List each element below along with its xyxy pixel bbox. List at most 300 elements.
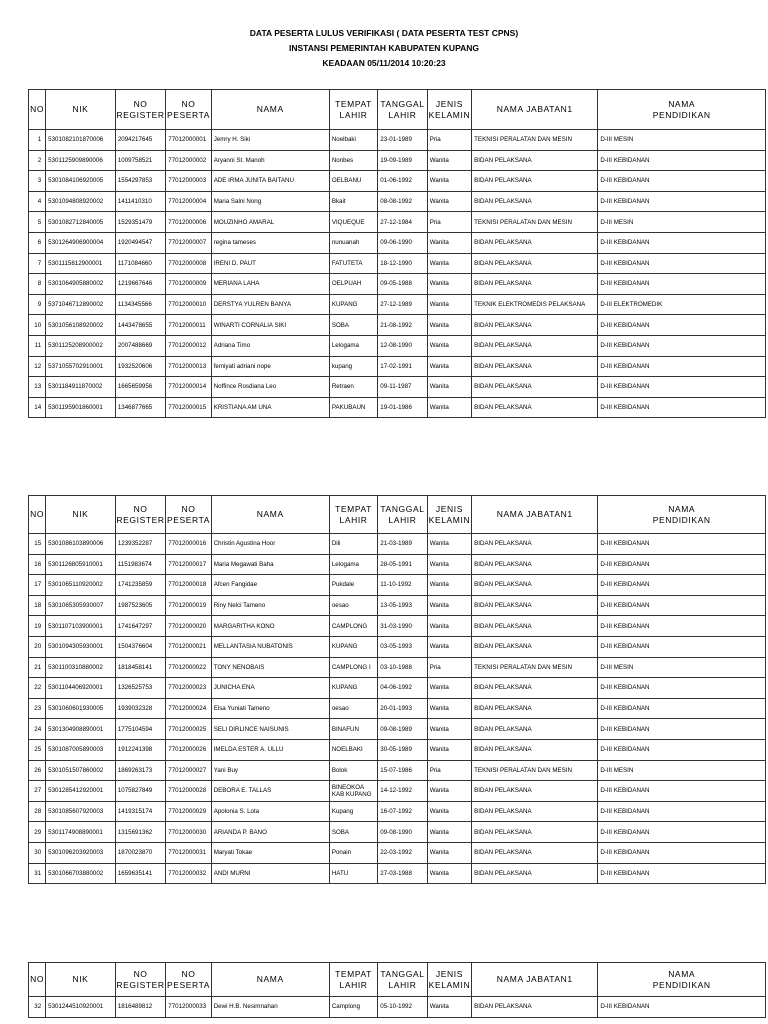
cell-jenis-kelamin: Wanita (427, 801, 471, 822)
cell-tempat-lahir: nunuanah (329, 232, 377, 253)
participants-table-page-2 (28, 495, 766, 884)
column-header-line: NAMA (668, 968, 696, 979)
cell-tanggal-lahir: 27-12-1984 (378, 212, 427, 233)
cell-no-register: 1529351479 (115, 212, 165, 233)
cell-nama: Dewi H.B. Nesimnahan (211, 997, 329, 1018)
cell-nik: 5301107103900001 (46, 616, 116, 637)
cell-jenis-kelamin: Wanita (427, 253, 471, 274)
cell-nama-pendidikan: D-III KEBIDANAN (598, 781, 766, 802)
cell-no: 13 (29, 377, 46, 398)
column-header-line: REGISTER (116, 979, 165, 990)
table-row (29, 575, 766, 596)
column-header-no-register (115, 963, 165, 997)
cell-nama-pendidikan: D-III KEBIDANAN (598, 150, 766, 171)
column-header-no-peserta (166, 963, 211, 997)
cell-tanggal-lahir: 30-05-1989 (378, 739, 427, 760)
cell-nik: 5301087005890003 (46, 739, 116, 760)
cell-nama-pendidikan: D-III KEBIDANAN (598, 232, 766, 253)
cell-no-register: 2007488669 (115, 335, 165, 356)
table-row (29, 616, 766, 637)
column-header-line: NIK (72, 974, 89, 984)
column-header-nama-pendidikan (598, 496, 766, 534)
cell-no: 29 (29, 822, 46, 843)
table-row (29, 801, 766, 822)
cell-nama: IMELDA ESTER A. ULLU (211, 739, 329, 760)
table-row (29, 274, 766, 295)
cell-nama-jabatan: BIDAN PELAKSANA (472, 997, 598, 1018)
cell-nik: 5301264906900004 (46, 232, 116, 253)
column-header-line: PENDIDIKAN (652, 109, 711, 120)
cell-tanggal-lahir: 05-10-1992 (378, 997, 427, 1018)
cell-nama: DEBORA E. TALLAS (211, 781, 329, 802)
cell-nama-pendidikan: D-III KEBIDANAN (598, 377, 766, 398)
cell-tempat-lahir: CAMPLONG (329, 616, 377, 637)
column-header-line: NAMA (256, 509, 284, 519)
column-header-line: PENDIDIKAN (652, 979, 711, 990)
cell-jenis-kelamin: Wanita (427, 719, 471, 740)
column-header-line: TANGGAL (380, 968, 425, 979)
cell-nama-pendidikan: D-III KEBIDANAN (598, 335, 766, 356)
column-header-line: LAHIR (388, 514, 417, 525)
column-header-line: NAMA JABATAN1 (496, 974, 573, 984)
cell-nama: Adriana Timo (211, 335, 329, 356)
cell-no-peserta: 77012000011 (166, 315, 211, 336)
table-row (29, 294, 766, 315)
cell-nik: 5301056108920002 (46, 315, 116, 336)
cell-jenis-kelamin: Pria (427, 760, 471, 781)
cell-jenis-kelamin: Wanita (427, 616, 471, 637)
cell-jenis-kelamin: Wanita (427, 315, 471, 336)
cell-nik: 5301051507860002 (46, 760, 116, 781)
cell-nik: 5301104406920001 (46, 678, 116, 699)
cell-nama-jabatan: BIDAN PELAKSANA (472, 171, 598, 192)
document-timestamp: KEADAAN 05/11/2014 10:20:23 (322, 58, 446, 68)
cell-tanggal-lahir: 09-05-1988 (378, 274, 427, 295)
cell-nama-pendidikan: D-III ELEKTROMEDIK (598, 294, 766, 315)
column-header-line: NIK (72, 104, 89, 114)
cell-no-register: 2094217645 (115, 130, 165, 151)
cell-nik: 5301304908890001 (46, 719, 116, 740)
cell-no: 24 (29, 719, 46, 740)
cell-nik: 5301244510920001 (46, 997, 116, 1018)
cell-no: 30 (29, 842, 46, 863)
cell-tempat-lahir: OELBANU (329, 171, 377, 192)
column-header-line: NO (181, 503, 196, 514)
cell-nama-jabatan: TEKNISI PERALATAN DAN MESIN (472, 130, 598, 151)
cell-tanggal-lahir: 09-08-1989 (378, 719, 427, 740)
cell-nama: Noffince Rosdiana Leo (211, 377, 329, 398)
cell-tanggal-lahir: 23-01-1989 (378, 130, 427, 151)
cell-nama: WINARTI CORNALIA SIKI (211, 315, 329, 336)
column-header-tanggal-lahir (378, 90, 427, 130)
cell-nama-pendidikan: D-III KEBIDANAN (598, 636, 766, 657)
cell-nik: 5301065305930007 (46, 595, 116, 616)
cell-no-peserta: 77012000003 (166, 171, 211, 192)
cell-nama-jabatan: TEKNISI PERALATAN DAN MESIN (472, 657, 598, 678)
table-row (29, 130, 766, 151)
cell-nik: 5301125909890006 (46, 150, 116, 171)
cell-jenis-kelamin: Wanita (427, 822, 471, 843)
cell-nik: 5301065110920002 (46, 575, 116, 596)
cell-jenis-kelamin: Wanita (427, 377, 471, 398)
table-row (29, 636, 766, 657)
cell-nama: Maryati Tokae (211, 842, 329, 863)
column-header-line: NO (30, 509, 45, 519)
cell-nama: Maria Megawati Baha (211, 554, 329, 575)
cell-nama: Christin Agustina Hoor (211, 534, 329, 555)
cell-nama-jabatan: BIDAN PELAKSANA (472, 253, 598, 274)
cell-jenis-kelamin: Wanita (427, 294, 471, 315)
cell-no-register: 1741647297 (115, 616, 165, 637)
cell-nama-jabatan: BIDAN PELAKSANA (472, 739, 598, 760)
cell-nama-jabatan: BIDAN PELAKSANA (472, 842, 598, 863)
cell-no-register: 1443478655 (115, 315, 165, 336)
cell-tempat-lahir: oesao (329, 698, 377, 719)
cell-jenis-kelamin: Wanita (427, 150, 471, 171)
cell-nama-jabatan: BIDAN PELAKSANA (472, 781, 598, 802)
column-header-line: REGISTER (116, 514, 165, 525)
column-header-line: NAMA JABATAN1 (496, 104, 573, 114)
cell-no-peserta: 77012000004 (166, 191, 211, 212)
cell-nama-jabatan: BIDAN PELAKSANA (472, 315, 598, 336)
cell-tempat-lahir: kupang (329, 356, 377, 377)
cell-tanggal-lahir: 03-05-1993 (378, 636, 427, 657)
column-header-tempat-lahir (329, 90, 377, 130)
cell-nama: femiyati adriani nope (211, 356, 329, 377)
cell-nama-jabatan: BIDAN PELAKSANA (472, 575, 598, 596)
cell-nik: 5301086103890006 (46, 534, 116, 555)
column-header-line: REGISTER (116, 109, 165, 120)
column-header-line: TANGGAL (380, 98, 425, 109)
table-header-row (29, 496, 766, 534)
table-header-row (29, 963, 766, 997)
cell-nik: 5301082101870006 (46, 130, 116, 151)
cell-nama-jabatan: BIDAN PELAKSANA (472, 595, 598, 616)
cell-nama-pendidikan: D-III KEBIDANAN (598, 698, 766, 719)
cell-jenis-kelamin: Wanita (427, 781, 471, 802)
column-header-line: LAHIR (339, 514, 368, 525)
cell-jenis-kelamin: Wanita (427, 698, 471, 719)
cell-tanggal-lahir: 16-07-1992 (378, 801, 427, 822)
cell-nama-jabatan: BIDAN PELAKSANA (472, 719, 598, 740)
cell-no: 21 (29, 657, 46, 678)
cell-tempat-lahir: BINEOKOA KAB KUPANG (329, 781, 377, 802)
table-row (29, 212, 766, 233)
column-header-nama-jabatan (472, 963, 598, 997)
cell-tanggal-lahir: 03-10-1988 (378, 657, 427, 678)
cell-jenis-kelamin: Wanita (427, 191, 471, 212)
cell-no: 8 (29, 274, 46, 295)
table-row (29, 595, 766, 616)
column-header-nama (211, 963, 329, 997)
cell-no-register: 1419315174 (115, 801, 165, 822)
column-header-line: KELAMIN (428, 979, 471, 990)
cell-tempat-lahir: NOELBAKI (329, 739, 377, 760)
cell-no: 25 (29, 739, 46, 760)
cell-jenis-kelamin: Wanita (427, 595, 471, 616)
cell-nama-pendidikan: D-III KEBIDANAN (598, 616, 766, 637)
cell-tanggal-lahir: 31-03-1990 (378, 616, 427, 637)
cell-nama: JUNICHA ENA (211, 678, 329, 699)
column-header-tanggal-lahir (378, 496, 427, 534)
cell-nik: 5301100310880002 (46, 657, 116, 678)
cell-tanggal-lahir: 09-11-1987 (378, 377, 427, 398)
cell-tanggal-lahir: 08-08-1992 (378, 191, 427, 212)
cell-tempat-lahir: KUPANG (329, 636, 377, 657)
cell-no: 26 (29, 760, 46, 781)
cell-nama: Aryanni St. Manoh (211, 150, 329, 171)
cell-no-peserta: 77012000008 (166, 253, 211, 274)
table-row (29, 232, 766, 253)
cell-nama-pendidikan: D-III KEBIDANAN (598, 356, 766, 377)
cell-no-peserta: 77012000015 (166, 397, 211, 418)
cell-tempat-lahir: HATU (329, 863, 377, 884)
cell-no-register: 1151983674 (115, 554, 165, 575)
cell-nama-pendidikan: D-III MESIN (598, 760, 766, 781)
column-header-nama (211, 496, 329, 534)
cell-no: 3 (29, 171, 46, 192)
cell-nama: Maria Salni Nong (211, 191, 329, 212)
table-header-row (29, 90, 766, 130)
cell-tanggal-lahir: 27-12-1989 (378, 294, 427, 315)
cell-nama: MARGARITHA KONO (211, 616, 329, 637)
cell-no-peserta: 77012000029 (166, 801, 211, 822)
cell-no-register: 1171084660 (115, 253, 165, 274)
cell-no-register: 1818458141 (115, 657, 165, 678)
cell-no-register: 1326525753 (115, 678, 165, 699)
table-row (29, 253, 766, 274)
cell-no-register: 1987523605 (115, 595, 165, 616)
cell-no-register: 1504376604 (115, 636, 165, 657)
column-header-tempat-lahir (329, 963, 377, 997)
cell-nama-jabatan: BIDAN PELAKSANA (472, 636, 598, 657)
cell-no-peserta: 77012000007 (166, 232, 211, 253)
cell-tempat-lahir: Lelogama (329, 554, 377, 575)
cell-no-peserta: 77012000030 (166, 822, 211, 843)
participants-table-page-3 (28, 962, 766, 1018)
cell-nama-jabatan: TEKNIK ELEKTROMEDIS PELAKSANA (472, 294, 598, 315)
cell-tanggal-lahir: 27-03-1988 (378, 863, 427, 884)
table-row (29, 842, 766, 863)
cell-nama-pendidikan: D-III KEBIDANAN (598, 171, 766, 192)
column-header-line: NAMA (256, 104, 284, 114)
table-row (29, 534, 766, 555)
table-row (29, 356, 766, 377)
column-header-nik (46, 496, 116, 534)
cell-nama-jabatan: BIDAN PELAKSANA (472, 822, 598, 843)
cell-nama-jabatan: BIDAN PELAKSANA (472, 191, 598, 212)
cell-no-register: 1741235859 (115, 575, 165, 596)
cell-nik: 5371055702910001 (46, 356, 116, 377)
cell-nama-jabatan: BIDAN PELAKSANA (472, 616, 598, 637)
cell-no-peserta: 77012000022 (166, 657, 211, 678)
cell-nama: SELI DIRLINCE NAISUNIS (211, 719, 329, 740)
cell-no: 12 (29, 356, 46, 377)
cell-nama-pendidikan: D-III KEBIDANAN (598, 678, 766, 699)
cell-nama: MELLANTASIA NUBATONIS (211, 636, 329, 657)
cell-no-register: 1816489812 (115, 997, 165, 1018)
cell-no: 32 (29, 997, 46, 1018)
column-header-line: LAHIR (339, 979, 368, 990)
cell-no-peserta: 77012000019 (166, 595, 211, 616)
cell-no-peserta: 77012000013 (166, 356, 211, 377)
cell-tanggal-lahir: 19-01-1986 (378, 397, 427, 418)
cell-nama: Afcen Fangidae (211, 575, 329, 596)
table-row (29, 822, 766, 843)
cell-nama: KRISTIANA AM UNA (211, 397, 329, 418)
column-header-line: TEMPAT (335, 98, 372, 109)
cell-nama-pendidikan: D-III KEBIDANAN (598, 534, 766, 555)
cell-jenis-kelamin: Wanita (427, 863, 471, 884)
cell-no: 18 (29, 595, 46, 616)
cell-no-peserta: 77012000017 (166, 554, 211, 575)
cell-nama-jabatan: TEKNISI PERALATAN DAN MESIN (472, 760, 598, 781)
column-header-no-register (115, 496, 165, 534)
cell-tanggal-lahir: 12-08-1990 (378, 335, 427, 356)
document-title: DATA PESERTA LULUS VERIFIKASI ( DATA PESERTA TEST CPNS) (249, 28, 519, 38)
column-header-jenis-kelamin (427, 963, 471, 997)
cell-nama: Apolonia S. Lota (211, 801, 329, 822)
column-header-tanggal-lahir (378, 963, 427, 997)
cell-nama-jabatan: BIDAN PELAKSANA (472, 335, 598, 356)
column-header-line: NAMA (668, 503, 696, 514)
table-row (29, 150, 766, 171)
cell-nama-jabatan: TEKNISI PERALATAN DAN MESIN (472, 212, 598, 233)
column-header-no (29, 496, 46, 534)
cell-no-register: 1775104594 (115, 719, 165, 740)
cell-no-register: 1134345566 (115, 294, 165, 315)
cell-tanggal-lahir: 13-05-1993 (378, 595, 427, 616)
cell-nik: 5301066703880002 (46, 863, 116, 884)
cell-no-peserta: 77012000016 (166, 534, 211, 555)
cell-nama-pendidikan: D-III KEBIDANAN (598, 575, 766, 596)
column-header-nama-pendidikan (598, 963, 766, 997)
cell-nama-pendidikan: D-III KEBIDANAN (598, 842, 766, 863)
cell-nama-pendidikan: D-III MESIN (598, 657, 766, 678)
cell-nama-pendidikan: D-III KEBIDANAN (598, 253, 766, 274)
cell-nama-pendidikan: D-III KEBIDANAN (598, 822, 766, 843)
column-header-line: KELAMIN (428, 109, 471, 120)
document-subtitle: INSTANSI PEMERINTAH KABUPATEN KUPANG (289, 43, 479, 53)
cell-jenis-kelamin: Wanita (427, 636, 471, 657)
cell-no: 9 (29, 294, 46, 315)
cell-jenis-kelamin: Wanita (427, 678, 471, 699)
cell-nama: ANDI MURNI (211, 863, 329, 884)
cell-nama-jabatan: BIDAN PELAKSANA (472, 377, 598, 398)
cell-nik: 5301094808920002 (46, 191, 116, 212)
column-header-line: LAHIR (339, 109, 368, 120)
cell-tanggal-lahir: 01-06-1992 (378, 171, 427, 192)
cell-nama-jabatan: BIDAN PELAKSANA (472, 534, 598, 555)
cell-no-register: 1912241398 (115, 739, 165, 760)
cell-nama-pendidikan: D-III MESIN (598, 130, 766, 151)
cell-tempat-lahir: Ponain (329, 842, 377, 863)
cell-nama-pendidikan: D-III KEBIDANAN (598, 315, 766, 336)
cell-no: 6 (29, 232, 46, 253)
cell-tanggal-lahir: 19-09-1989 (378, 150, 427, 171)
cell-tanggal-lahir: 28-05-1991 (378, 554, 427, 575)
column-header-line: NO (133, 503, 148, 514)
cell-no: 28 (29, 801, 46, 822)
cell-jenis-kelamin: Wanita (427, 171, 471, 192)
cell-nik: 5371046712890002 (46, 294, 116, 315)
cell-tanggal-lahir: 21-08-1992 (378, 315, 427, 336)
cell-nama-jabatan: BIDAN PELAKSANA (472, 397, 598, 418)
cell-nama: Yani Buy (211, 760, 329, 781)
cell-tempat-lahir: Bolok (329, 760, 377, 781)
cell-nama: MERIANA LAHA (211, 274, 329, 295)
column-header-line: LAHIR (388, 109, 417, 120)
cell-no-peserta: 77012000010 (166, 294, 211, 315)
cell-no-peserta: 77012000014 (166, 377, 211, 398)
cell-nik: 5301096203920003 (46, 842, 116, 863)
cell-nik: 5301060601930005 (46, 698, 116, 719)
cell-no-register: 1665659956 (115, 377, 165, 398)
table-row (29, 739, 766, 760)
table-row (29, 377, 766, 398)
cell-tempat-lahir: Retraen (329, 377, 377, 398)
cell-no-register: 1346877665 (115, 397, 165, 418)
cell-no: 11 (29, 335, 46, 356)
cell-tempat-lahir: oesao (329, 595, 377, 616)
table-row (29, 191, 766, 212)
cell-tanggal-lahir: 22-03-1992 (378, 842, 427, 863)
cell-no-peserta: 77012000032 (166, 863, 211, 884)
table-row (29, 698, 766, 719)
cell-jenis-kelamin: Wanita (427, 274, 471, 295)
cell-jenis-kelamin: Wanita (427, 232, 471, 253)
cell-no-peserta: 77012000028 (166, 781, 211, 802)
column-header-nik (46, 963, 116, 997)
cell-no-register: 1659635141 (115, 863, 165, 884)
cell-tempat-lahir: CAMPLONG I (329, 657, 377, 678)
document-header (0, 26, 768, 71)
cell-jenis-kelamin: Wanita (427, 739, 471, 760)
cell-no: 31 (29, 863, 46, 884)
cell-nama-pendidikan: D-III KEBIDANAN (598, 997, 766, 1018)
cell-no: 2 (29, 150, 46, 171)
table-row (29, 554, 766, 575)
column-header-no-peserta (166, 90, 211, 130)
cell-no-peserta: 77012000001 (166, 130, 211, 151)
cell-tempat-lahir: OELPUAH (329, 274, 377, 295)
cell-nama-pendidikan: D-III KEBIDANAN (598, 863, 766, 884)
cell-no-register: 1932520606 (115, 356, 165, 377)
cell-tempat-lahir: BINAFUN (329, 719, 377, 740)
column-header-nama-pendidikan (598, 90, 766, 130)
participants-table-page-1 (28, 89, 766, 418)
cell-jenis-kelamin: Wanita (427, 575, 471, 596)
cell-tempat-lahir: KUPANG (329, 294, 377, 315)
cell-no-register: 1939032328 (115, 698, 165, 719)
cell-tempat-lahir: Nonbes (329, 150, 377, 171)
cell-no: 20 (29, 636, 46, 657)
column-header-no (29, 90, 46, 130)
cell-no-peserta: 77012000021 (166, 636, 211, 657)
cell-tanggal-lahir: 15-07-1986 (378, 760, 427, 781)
column-header-jenis-kelamin (427, 496, 471, 534)
table-row (29, 863, 766, 884)
cell-nik: 5301084106920005 (46, 171, 116, 192)
cell-tanggal-lahir: 04-06-1992 (378, 678, 427, 699)
cell-no: 5 (29, 212, 46, 233)
cell-no-register: 1920494547 (115, 232, 165, 253)
cell-no: 14 (29, 397, 46, 418)
column-header-line: PESERTA (166, 979, 211, 990)
cell-no: 19 (29, 616, 46, 637)
column-header-line: NO (30, 104, 45, 114)
column-header-line: JENIS (435, 503, 463, 514)
